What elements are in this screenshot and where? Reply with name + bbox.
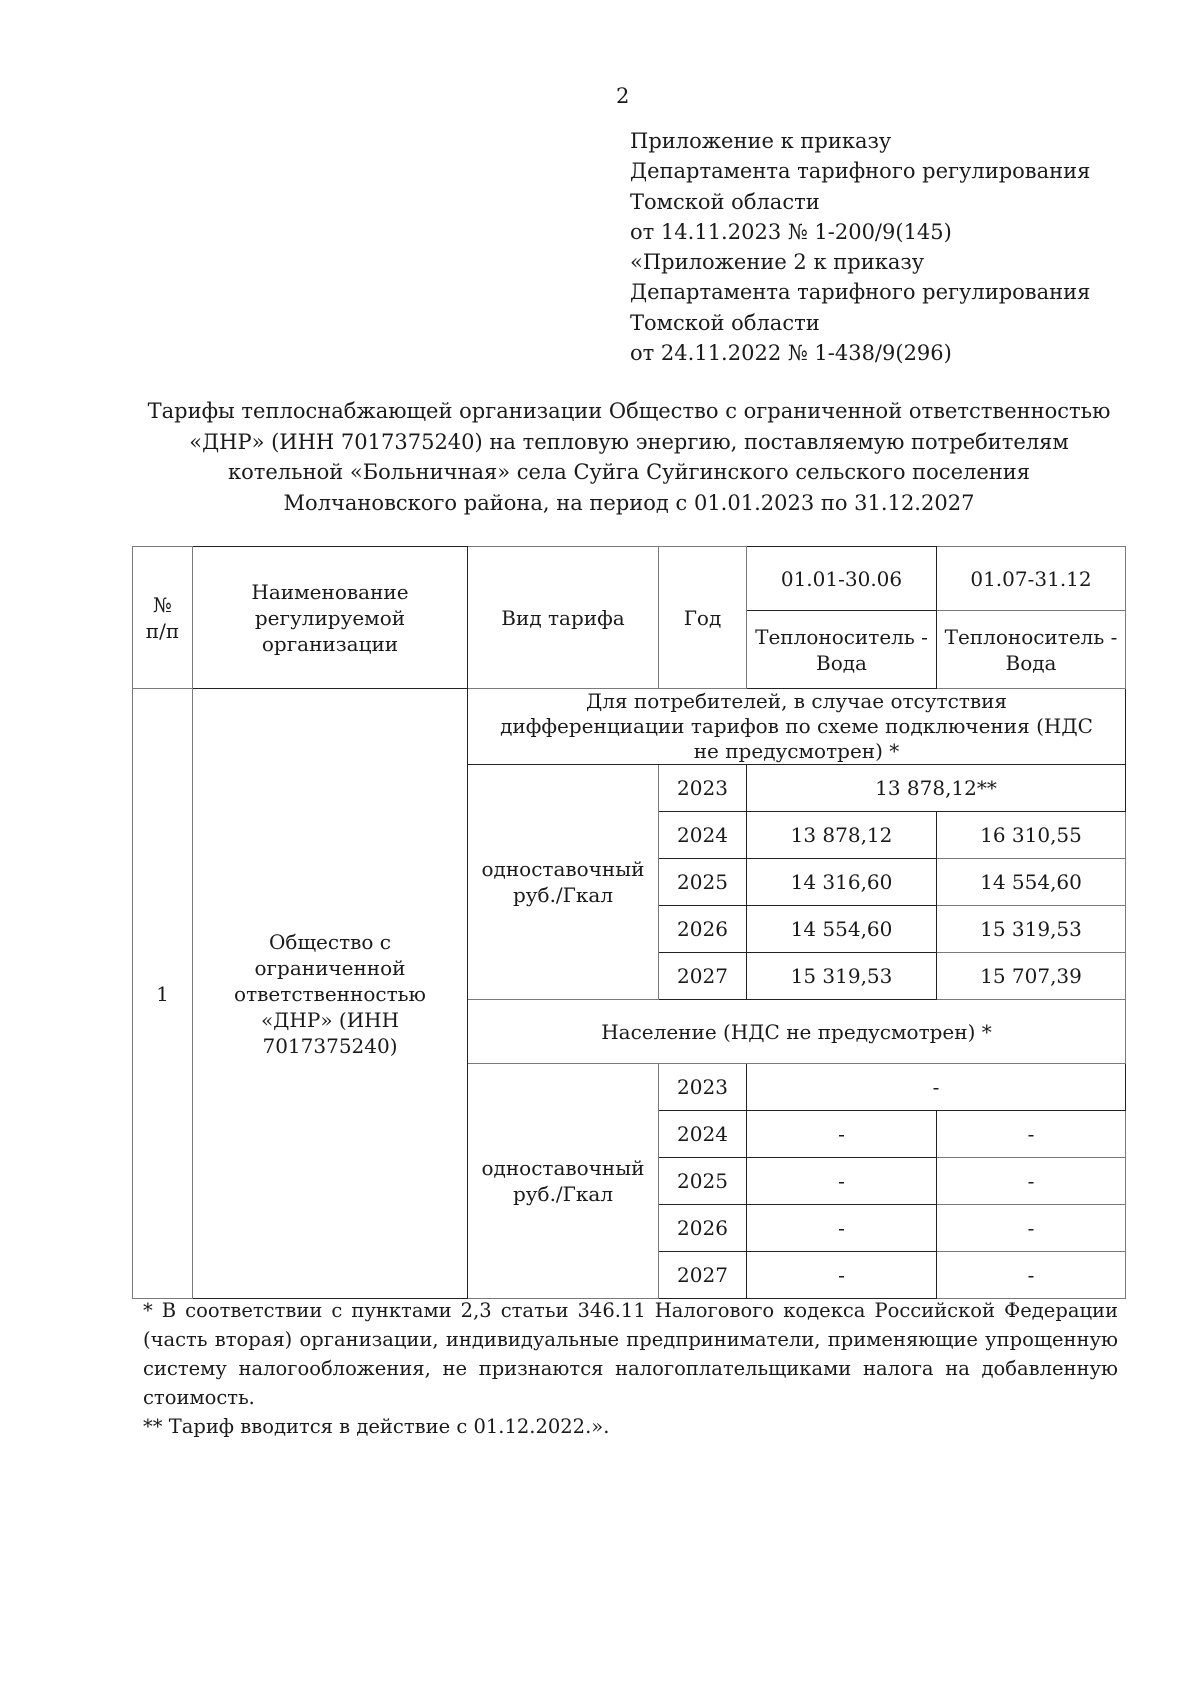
header-period-2: 01.07-31.12 [937, 547, 1126, 611]
year-cell: 2026 [659, 906, 747, 953]
year-cell: 2024 [659, 812, 747, 859]
tariff-value-h1: - [747, 1252, 937, 1299]
tariff-value-h2: 14 554,60 [937, 859, 1126, 906]
appendix-line: Департамента тарифного регулирования [630, 159, 1091, 184]
header-org-name: Наименование регулируемой организации [193, 547, 468, 689]
document-title [133, 396, 1125, 518]
year-cell: 2025 [659, 859, 747, 906]
tariff-value-h1: 15 319,53 [747, 953, 937, 1000]
tariff-value-h2: - [937, 1111, 1126, 1158]
title-line: котельной «Больничная» села Суйга Суйгинского сельского поселения [227, 460, 1031, 484]
tariff-value-h1: 13 878,12 [747, 812, 937, 859]
tariff-value-h2: - [937, 1158, 1126, 1205]
header-tariff-type: Вид тарифа [468, 547, 659, 689]
appendix-line: Приложение к приказу [630, 129, 892, 153]
tariff-value-h2: 16 310,55 [937, 812, 1126, 859]
year-cell: 2024 [659, 1111, 747, 1158]
section-title-population: Население (НДС не предусмотрен) * [468, 1000, 1126, 1064]
appendix-reference [630, 126, 1090, 368]
tariff-value-h1: 14 554,60 [747, 906, 937, 953]
title-line: Тарифы теплоснабжающей организации Общество с ограниченной ответственностью [147, 399, 1111, 423]
appendix-line: Томской области [630, 189, 820, 214]
appendix-line: от 14.11.2023 № 1-200/9(145) [630, 219, 952, 244]
title-line: «ДНР» (ИНН 7017375240) на тепловую энергию, поставляемую потребителям [189, 429, 1069, 454]
appendix-line: «Приложение 2 к приказу [630, 250, 925, 275]
tariff-value-h1: - [747, 1111, 937, 1158]
appendix-line: Томской области [630, 310, 820, 335]
tariffs-table [132, 546, 1126, 1299]
tariff-value-h2: - [937, 1205, 1126, 1252]
title-line: Молчановского района, на период с 01.01.2023 по 31.12.2027 [283, 490, 975, 515]
year-cell: 2023 [659, 765, 747, 812]
page-number: 2 [616, 84, 630, 108]
header-carrier-2: Теплоноситель - Вода [937, 611, 1126, 689]
header-num: № п/п [133, 547, 193, 689]
year-cell: 2027 [659, 953, 747, 1000]
row-number: 1 [133, 689, 193, 1299]
tariff-value-h1: - [747, 1158, 937, 1205]
tariff-value-merged: 13 878,12** [747, 765, 1126, 812]
tariff-value-h2: 15 707,39 [937, 953, 1126, 1000]
header-period-1: 01.01-30.06 [747, 547, 937, 611]
appendix-line: от 24.11.2022 № 1-438/9(296) [630, 341, 952, 366]
footnote-vat: * В соответствии с пунктами 2,3 статьи 346.11 Налогового кодекса Российской Федерации (часть вторая) организации, индивидуальные предприниматели, применяющие упрощенную систему налогообложения, не признаются налогоплательщиками налога на добавленную стоимость. [143, 1299, 1118, 1409]
section-title-consumers: Для потребителей, в случае отсутствия дифференциации тарифов по схеме подключения (НДС не предусмотрен) * [468, 689, 1126, 765]
tariff-value-h1: 14 316,60 [747, 859, 937, 906]
footnote-effective-date: ** Тариф вводится в действие с 01.12.2022.». [143, 1415, 610, 1438]
footnotes [143, 1296, 1118, 1441]
tariff-type: одноставочный руб./Гкал [468, 765, 659, 1000]
year-cell: 2025 [659, 1158, 747, 1205]
tariff-value-merged: - [747, 1064, 1126, 1111]
organization-name: Общество с ограниченной ответственностью «ДНР» (ИНН 7017375240) [193, 689, 468, 1299]
appendix-line: Департамента тарифного регулирования [630, 280, 1091, 305]
header-year: Год [659, 547, 747, 689]
tariff-value-h1: - [747, 1205, 937, 1252]
header-carrier-1: Теплоноситель - Вода [747, 611, 937, 689]
tariff-value-h2: 15 319,53 [937, 906, 1126, 953]
year-cell: 2023 [659, 1064, 747, 1111]
tariff-value-h2: - [937, 1252, 1126, 1299]
tariff-type: одноставочный руб./Гкал [468, 1064, 659, 1299]
year-cell: 2027 [659, 1252, 747, 1299]
year-cell: 2026 [659, 1205, 747, 1252]
